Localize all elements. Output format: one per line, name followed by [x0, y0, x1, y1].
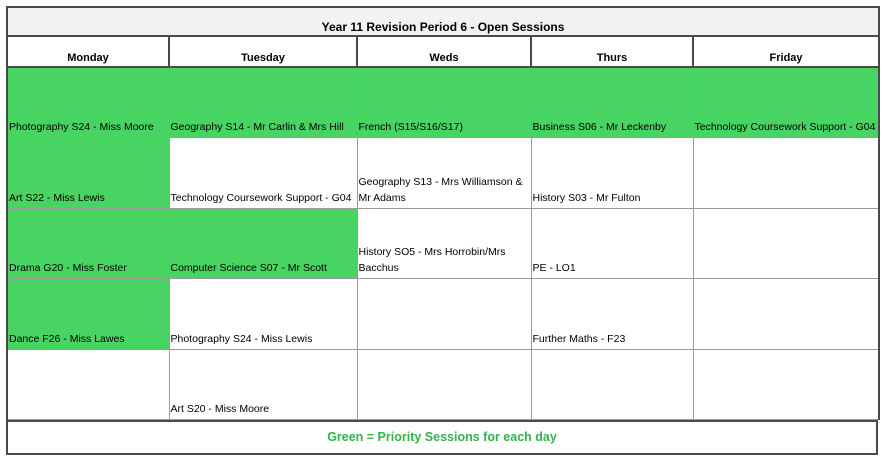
- day-header-row: [7, 36, 879, 67]
- session-cell: Further Maths - F23: [531, 279, 693, 350]
- priority-session-cell: Photography S24 - Miss Moore: [7, 67, 169, 138]
- priority-session-cell: Business S06 - Mr Leckenby: [531, 67, 693, 138]
- session-cell: [357, 279, 531, 350]
- timetable-title: Year 11 Revision Period 6 - Open Sessions: [7, 7, 879, 36]
- session-row: [7, 349, 879, 420]
- session-cell: [7, 349, 169, 420]
- session-cell: PE - LO1: [531, 208, 693, 279]
- priority-session-cell: Geography S14 - Mr Carlin & Mrs Hill: [169, 67, 357, 138]
- session-cell: [693, 208, 879, 279]
- session-cell: [693, 279, 879, 350]
- timetable: [6, 6, 880, 420]
- priority-session-cell: Dance F26 - Miss Lawes: [7, 279, 169, 350]
- priority-session-cell: French (S15/S16/S17): [357, 67, 531, 138]
- session-row: [7, 208, 879, 279]
- day-header-friday: Friday: [693, 36, 879, 67]
- day-header-tuesday: Tuesday: [169, 36, 357, 67]
- priority-session-cell: Technology Coursework Support - G04: [693, 67, 879, 138]
- day-header-thurs: Thurs: [531, 36, 693, 67]
- timetable-sheet: [6, 6, 878, 455]
- priority-legend: Green = Priority Sessions for each day: [6, 420, 878, 455]
- session-cell: Photography S24 - Miss Lewis: [169, 279, 357, 350]
- sessions-grid: [7, 67, 879, 420]
- session-cell: [357, 349, 531, 420]
- session-cell: [531, 349, 693, 420]
- priority-session-cell: Art S22 - Miss Lewis: [7, 138, 169, 209]
- session-cell: Art S20 - Miss Moore: [169, 349, 357, 420]
- day-header-weds: Weds: [357, 36, 531, 67]
- session-cell: History SO5 - Mrs Horrobin/Mrs Bacchus: [357, 208, 531, 279]
- session-row: [7, 67, 879, 138]
- session-cell: Geography S13 - Mrs Williamson & Mr Adams: [357, 138, 531, 209]
- session-cell: [693, 349, 879, 420]
- priority-session-cell: Drama G20 - Miss Foster: [7, 208, 169, 279]
- session-row: [7, 279, 879, 350]
- priority-session-cell: Computer Science S07 - Mr Scott: [169, 208, 357, 279]
- session-cell: History S03 - Mr Fulton: [531, 138, 693, 209]
- session-row: [7, 138, 879, 209]
- day-header-monday: Monday: [7, 36, 169, 67]
- session-cell: [693, 138, 879, 209]
- session-cell: Technology Coursework Support - G04: [169, 138, 357, 209]
